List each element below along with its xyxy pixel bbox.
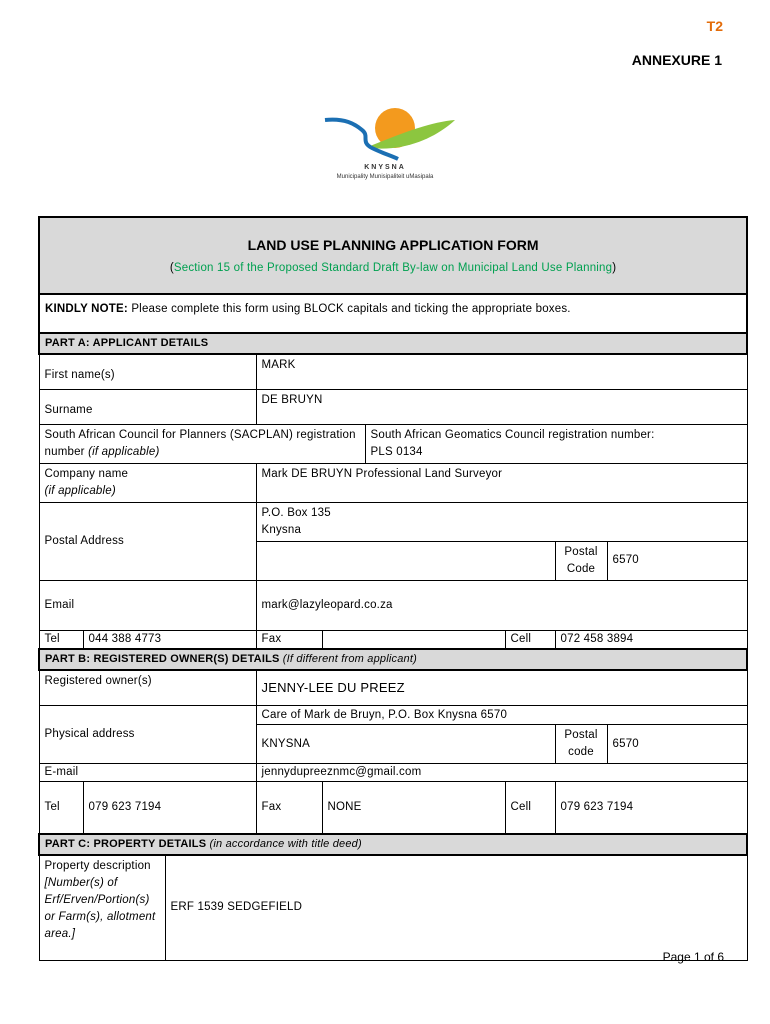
first-name-field[interactable]: MARK	[256, 354, 747, 389]
owner-postal-code-label: Postal code	[555, 725, 607, 764]
tel-field[interactable]: 044 388 4773	[83, 630, 256, 649]
fax-label: Fax	[256, 630, 322, 649]
owner-tel-field[interactable]: 079 623 7194	[83, 782, 256, 834]
postal-address-field[interactable]: P.O. Box 135 Knysna	[256, 502, 747, 541]
surname-label: Surname	[39, 389, 256, 424]
first-name-label: First name(s)	[39, 354, 256, 389]
company-name-field[interactable]: Mark DE BRUYN Professional Land Surveyor	[256, 463, 747, 502]
postal-code-field[interactable]: 6570	[607, 541, 747, 580]
owner-fax-label: Fax	[256, 782, 322, 834]
form-subtitle: (Section 15 of the Proposed Standard Draft By-law on Municipal Land Use Planning)	[169, 261, 617, 274]
sacplan-label: South African Council for Planners (SACPLAN) registration number (if applicable)	[39, 424, 365, 463]
physical-address-field-2[interactable]: KNYSNA	[256, 725, 555, 764]
registered-owner-field[interactable]: JENNY-LEE DU PREEZ	[256, 670, 747, 706]
owner-postal-code-field[interactable]: 6570	[607, 725, 747, 764]
email-field[interactable]: mark@lazyleopard.co.za	[256, 580, 747, 630]
knysna-logo-mark	[300, 104, 470, 164]
owner-email-field[interactable]: jennydupreeznmc@gmail.com	[256, 764, 747, 782]
part-b-heading: PART B: REGISTERED OWNER(S) DETAILS (If different from applicant)	[39, 649, 747, 670]
cell-field[interactable]: 072 458 3894	[555, 630, 747, 649]
owner-tel-label: Tel	[39, 782, 83, 834]
note-text: Please complete this form using BLOCK capitals and ticking the appropriate boxes.	[127, 303, 571, 315]
note-label: KINDLY NOTE:	[45, 303, 128, 315]
surname-field[interactable]: DE BRUYN	[256, 389, 747, 424]
part-c-heading: PART C: PROPERTY DETAILS (in accordance with title deed)	[39, 834, 747, 855]
cell-label: Cell	[505, 630, 555, 649]
tel-label: Tel	[39, 630, 83, 649]
physical-address-label: Physical address	[39, 706, 256, 764]
company-name-label: Company name (if applicable)	[39, 463, 256, 502]
registered-owner-label: Registered owner(s)	[39, 670, 256, 706]
logo-name: KNYSNA	[364, 164, 406, 171]
physical-address-field[interactable]: Care of Mark de Bruyn, P.O. Box Knysna 6570	[256, 706, 747, 725]
kindly-note	[39, 294, 747, 333]
form-title: LAND USE PLANNING APPLICATION FORM	[247, 236, 539, 253]
owner-cell-field[interactable]: 079 623 7194	[555, 782, 747, 834]
property-description-field[interactable]: ERF 1539 SEDGEFIELD	[165, 855, 747, 961]
postal-address-label: Postal Address	[39, 502, 256, 580]
logo-subtitle: Municipality Munisipaliteit uMasipala	[336, 174, 434, 180]
owner-fax-field[interactable]: NONE	[322, 782, 505, 834]
fax-field[interactable]	[322, 630, 505, 649]
part-a-heading: PART A: APPLICANT DETAILS	[39, 333, 747, 354]
knysna-logo	[300, 104, 470, 184]
sagc-registration-field[interactable]: South African Geomatics Council registration number: PLS 0134	[365, 424, 747, 463]
annexure-label: ANNEXURE 1	[631, 52, 722, 68]
form-title-block	[39, 217, 747, 294]
postal-address-field-2[interactable]	[256, 541, 555, 580]
property-description-label: Property description [Number(s) of Erf/Erven/Portion(s) or Farm(s), allotment area.]	[39, 855, 165, 961]
form-table	[38, 216, 748, 961]
owner-email-label: E-mail	[39, 764, 256, 782]
owner-cell-label: Cell	[505, 782, 555, 834]
application-form	[38, 216, 746, 961]
document-code: T2	[706, 18, 723, 34]
email-label: Email	[39, 580, 256, 630]
postal-code-label: Postal Code	[555, 541, 607, 580]
page-number: Page 1 of 6	[662, 950, 724, 964]
